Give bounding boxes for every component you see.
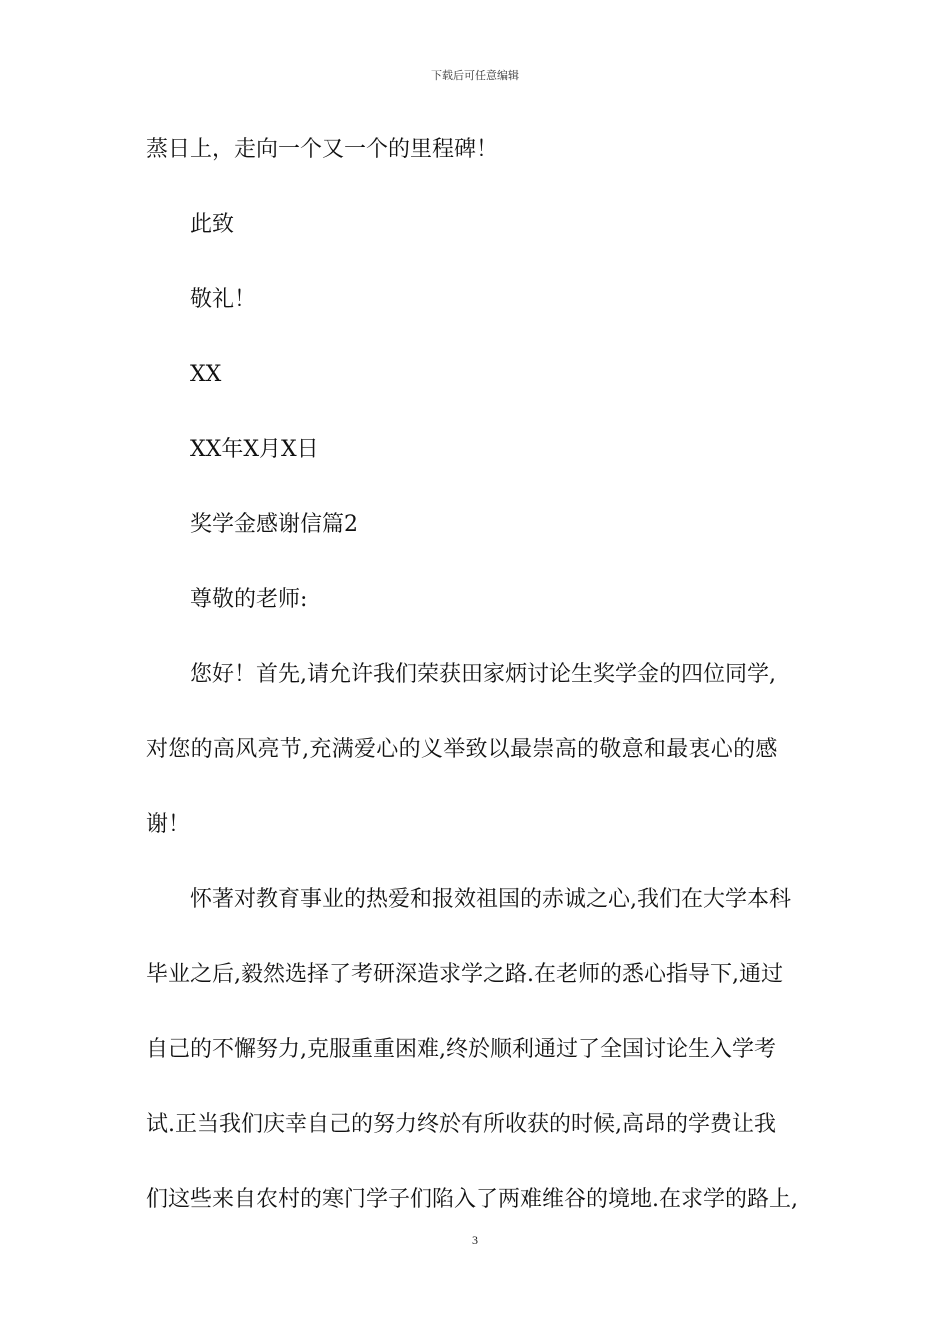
greeting: 尊敬的老师:: [190, 587, 308, 612]
paragraph-line: 试.正当我们庆幸自己的努力终於有所收获的时候,高昂的学费让我: [146, 1112, 776, 1137]
page-header-note: 下载后可任意编辑: [431, 69, 519, 82]
closing-salutation: 此致: [190, 212, 235, 237]
paragraph-line: 毕业之后,毅然选择了考研深造求学之路.在老师的悉心指导下,通过: [146, 962, 783, 987]
section-title: 奖学金感谢信篇2: [190, 512, 358, 537]
paragraph-line: 对您的高风亮节,充满爱心的义举致以最崇高的敬意和最衷心的感: [146, 737, 778, 762]
paragraph-line: 怀著对教育事业的热爱和报效祖国的赤诚之心,我们在大学本科: [190, 887, 791, 912]
signature-name: XX: [190, 362, 222, 387]
signature-date: XX年X月X日: [190, 437, 319, 462]
page-number: 3: [472, 1233, 478, 1247]
document-body: [146, 131, 814, 1256]
paragraph-line: 自己的不懈努力,克服重重困难,终於顺利通过了全国讨论生入学考: [146, 1037, 776, 1062]
paragraph-line: 谢！: [146, 812, 191, 837]
closing-regards: 敬礼！: [190, 287, 257, 312]
paragraph-line: 您好！首先,请允许我们荣获田家炳讨论生奖学金的四位同学,: [190, 662, 776, 687]
paragraph-line: 们这些来自农村的寒门学子们陷入了两难维谷的境地.在求学的路上,: [146, 1187, 798, 1212]
paragraph-line: 蒸日上，走向一个又一个的里程碑！: [146, 137, 499, 162]
